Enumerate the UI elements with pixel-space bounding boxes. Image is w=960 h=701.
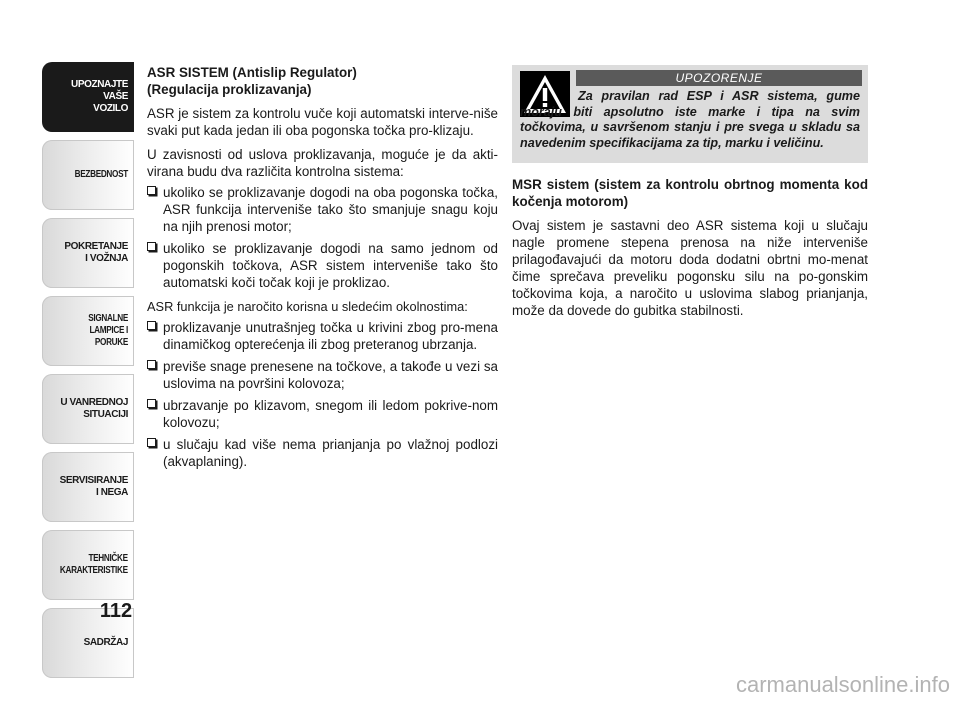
list-item: proklizavanje unutrašnjeg točka u krivini zbog pro-mena dinamičkog opterećenja ili zbog preteranog ubrzanja. bbox=[147, 319, 498, 353]
warning-box bbox=[512, 65, 868, 163]
section-subheading: (Regulacija proklizavanja) bbox=[147, 82, 312, 97]
checkbox-bullet-icon bbox=[147, 399, 156, 408]
checkbox-bullet-icon bbox=[147, 186, 156, 195]
watermark: carmanualsonline.info bbox=[735, 672, 950, 697]
paragraph: Ovaj sistem je sastavni deo ASR sistema koji u slučaju nagle promene stepena prenosa na niže interveniše prilagođavajući da motoru doda dodatni obrtni mo-menat čime sprečava preveliku pogonsku silu na po-gonskim točkovima koja, a naročito u uslovima slabog prianjanja, može da dovede do gubitka stabilnosti. bbox=[512, 218, 868, 318]
checkbox-bullet-icon bbox=[147, 438, 156, 447]
tab-upoznajte-vase-vozilo[interactable] bbox=[42, 62, 134, 132]
list-item: ubrzavanje po klizavom, snegom ili ledom pokrive-nom kolovozu; bbox=[147, 397, 498, 431]
tab-tehnicke-karakteristike[interactable] bbox=[42, 530, 134, 600]
tab-label: SADRŽAJ bbox=[83, 637, 128, 648]
list-item: previše snage prenesene na točkove, a takođe u vezi sa uslovima na površini kolovoza; bbox=[147, 358, 498, 392]
paragraph: ASR funkcija je naročito korisna u sledećim okolnostima: bbox=[147, 299, 468, 314]
tab-label: POKRETANJE I VOŽNJA bbox=[64, 241, 128, 264]
checkbox-bullet-icon bbox=[147, 360, 156, 369]
checkbox-bullet-icon bbox=[147, 242, 156, 251]
tab-label: BEZBEDNOST bbox=[74, 169, 128, 180]
right-column bbox=[512, 176, 868, 319]
tab-u-vanrednoj-situaciji[interactable] bbox=[42, 374, 134, 444]
chapter-tabs bbox=[42, 62, 134, 686]
bullet-list bbox=[147, 184, 498, 291]
warning-title: UPOZORENJE bbox=[576, 70, 862, 86]
section-heading: ASR SISTEM (Antislip Regulator) bbox=[147, 65, 357, 80]
tab-label: UPOZNAJTE VAŠE VOZILO bbox=[71, 79, 128, 114]
tab-label: SERVISIRANJE I NEGA bbox=[59, 475, 128, 498]
tab-label: U VANREDNOJ SITUACIJI bbox=[60, 397, 128, 420]
paragraph: ASR je sistem za kontrolu vuče koji automatski interve-niše svaki put kada jedan ili oba pogonska točka pro-klizaju. bbox=[147, 106, 498, 138]
tab-label: TEHNIČKE KARAKTERISTIKE bbox=[60, 553, 128, 576]
tab-signalne-lampice[interactable] bbox=[42, 296, 134, 366]
page-number: 112 bbox=[99, 600, 133, 622]
section-heading: MSR sistem (sistem za kontrolu obrtnog momenta kod kočenja motorom) bbox=[512, 177, 868, 209]
tab-servisiranje-i-nega[interactable] bbox=[42, 452, 134, 522]
list-item: ukoliko se proklizavanje dogodi na oba pogonska točka, ASR funkcija interveniše tako što smanjuje snagu koju na njih prenosi motor; bbox=[147, 184, 498, 235]
warning-text: Za pravilan rad ESP i ASR sistema, gume moraju biti apsolutno iste marke i tipa na svim točkovima, u savršenom stanju i pre svega u skladu sa navedenim specifikacijama za tip, marku i veličinu. bbox=[520, 89, 860, 150]
checkbox-bullet-icon bbox=[147, 321, 156, 330]
list-item: ukoliko se proklizavanje dogodi na samo jednom od pogonskih točkova, ASR sistem interveniše tako što automatski koči točak koji je proklizao. bbox=[147, 240, 498, 291]
tab-label: SIGNALNE LAMPICE I PORUKE bbox=[88, 313, 128, 348]
bullet-list bbox=[147, 319, 498, 470]
tab-bezbednost[interactable] bbox=[42, 140, 134, 210]
tab-pokretanje-i-voznja[interactable] bbox=[42, 218, 134, 288]
left-column bbox=[147, 64, 498, 475]
list-item: u slučaju kad više nema prianjanja po vlažnoj podlozi (akvaplaning). bbox=[147, 436, 498, 470]
paragraph: U zavisnosti od uslova proklizavanja, moguće je da akti-virana budu dva različita kontrolna sistema: bbox=[147, 147, 498, 179]
